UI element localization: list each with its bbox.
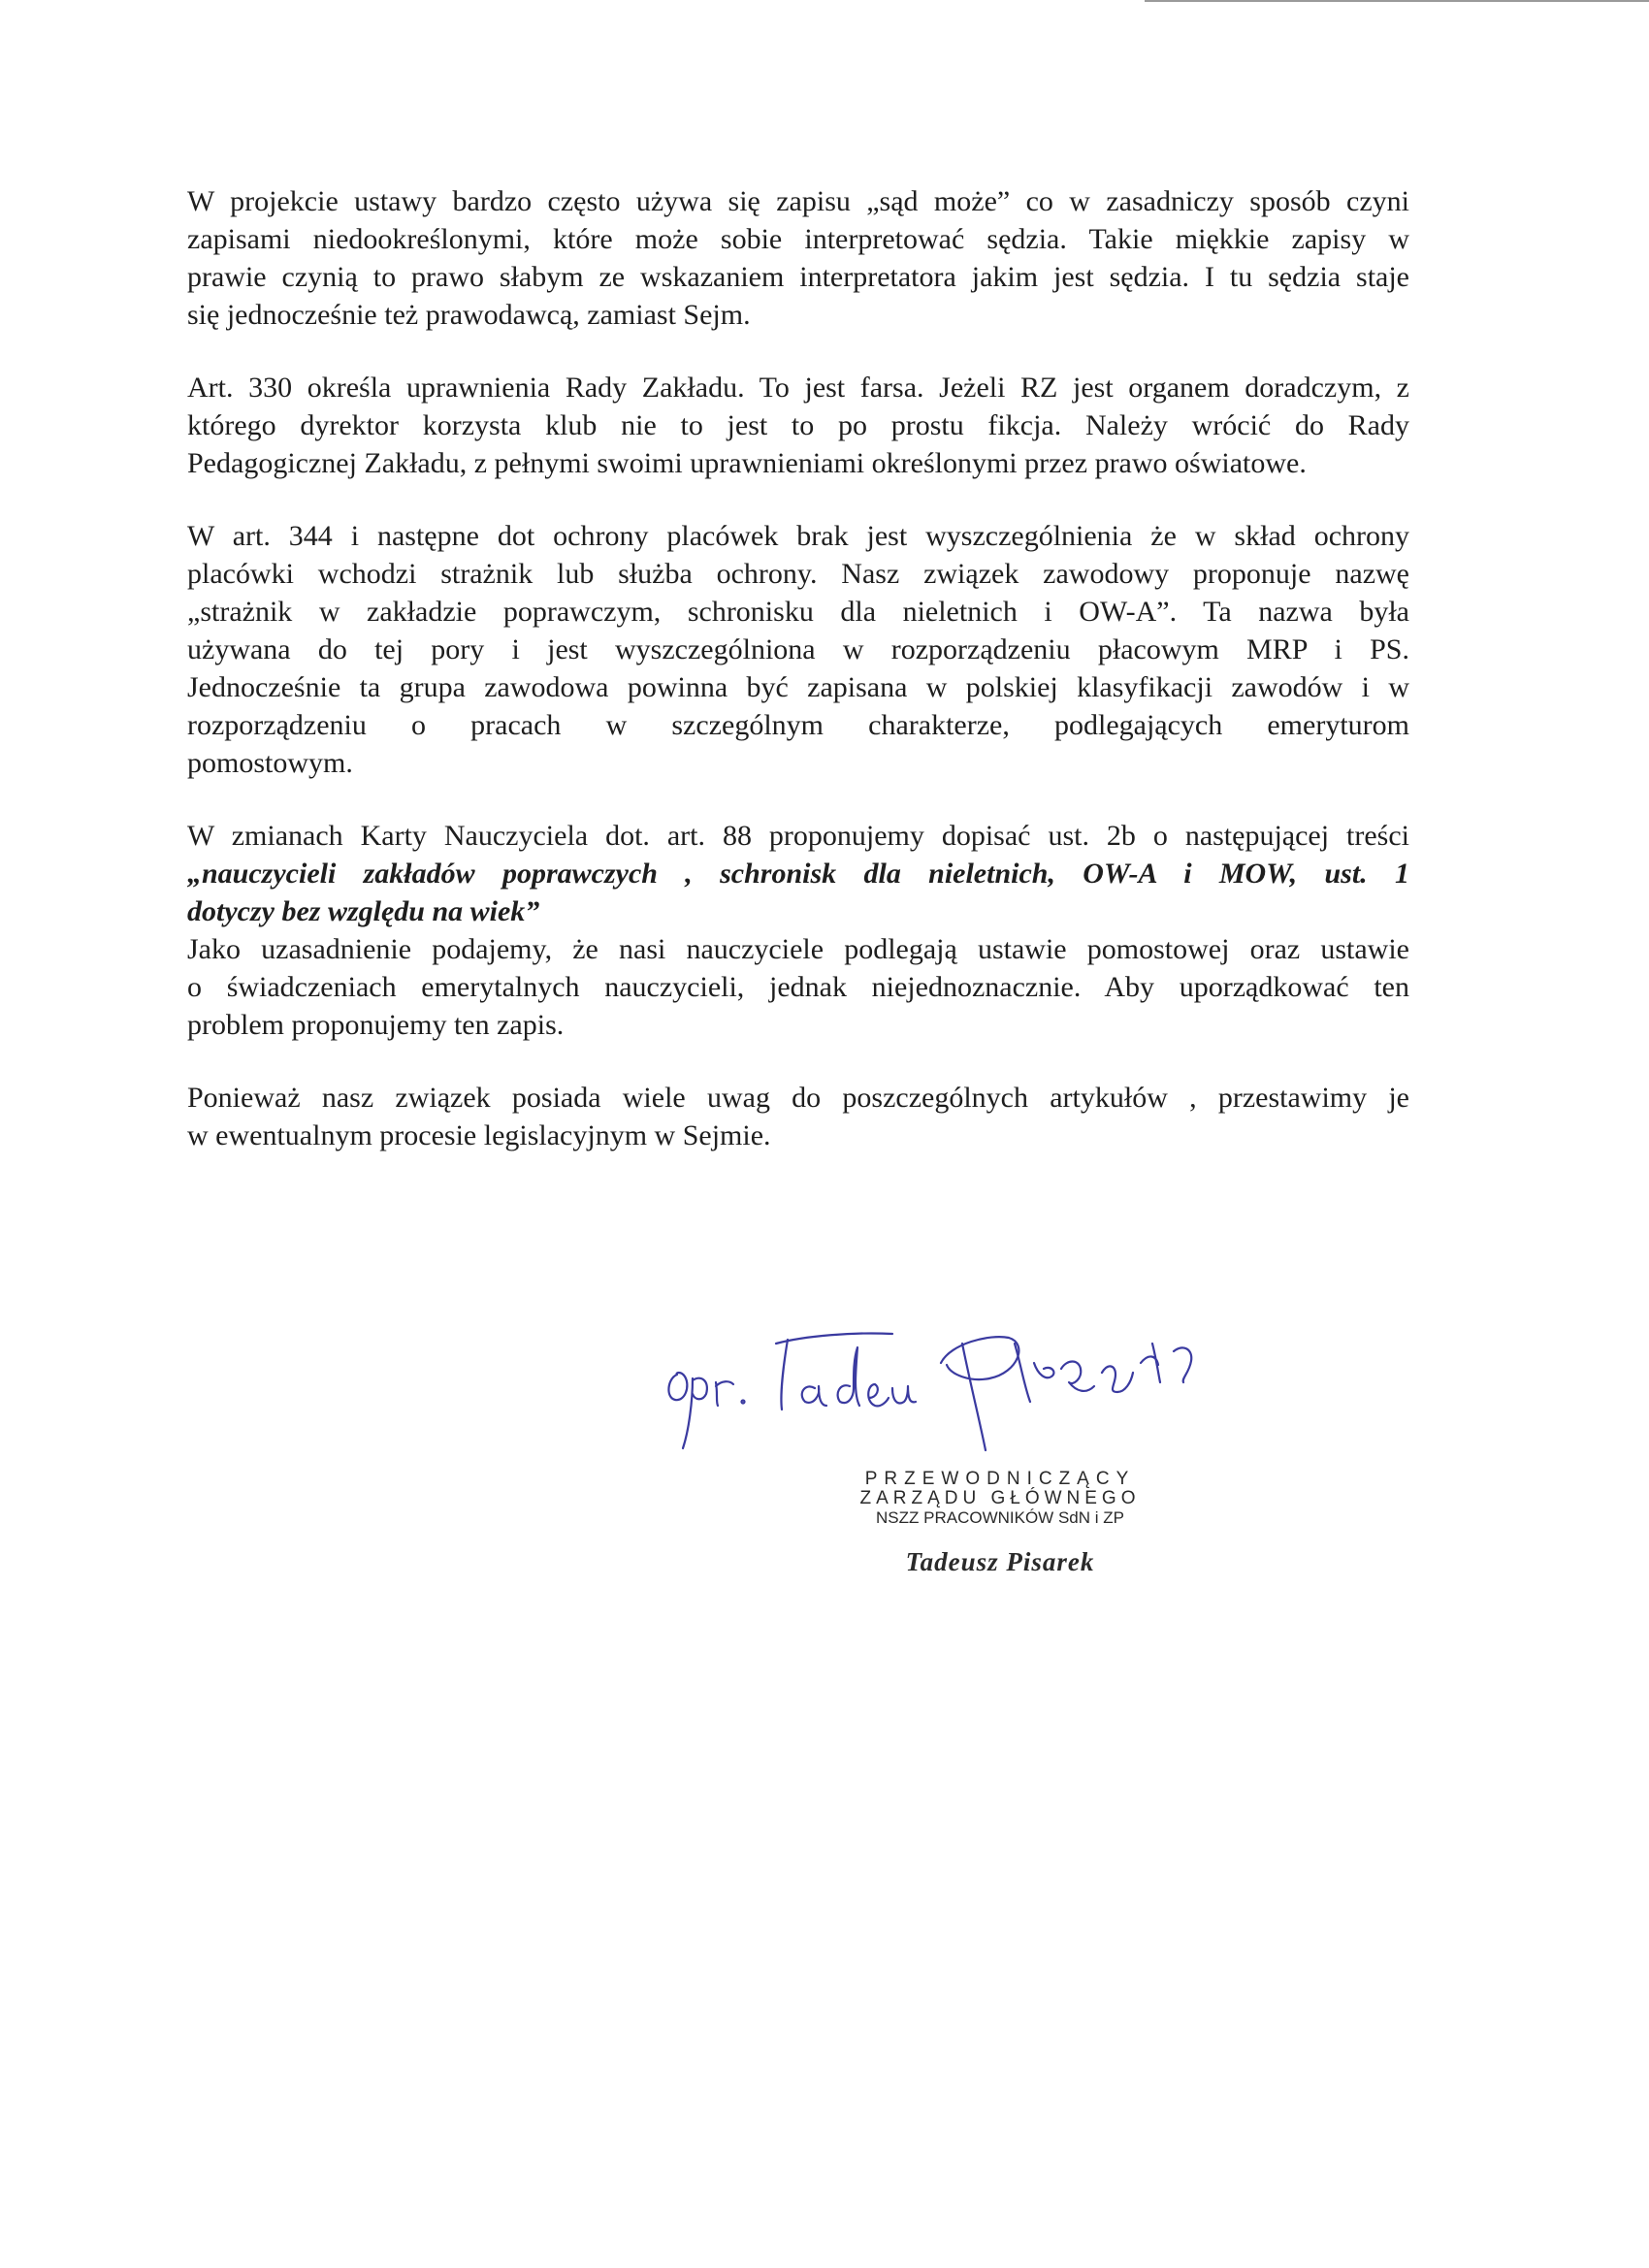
text-line: pomostowym. (187, 747, 353, 779)
paragraph-art-344 (187, 517, 1409, 782)
text-line: rozporządzeniu o pracach w szczególnym charakterze, podlegających emeryturom (187, 709, 1409, 741)
stamp-signatory-name: Tadeusz Pisarek (905, 1547, 1095, 1576)
quoted-proposal-line: „nauczycieli zakładów poprawczych , schronisk dla nieletnich, OW-A i MOW, ust. 1 (187, 858, 1409, 890)
text-line: W art. 344 i następne dot ochrony placówek brak jest wyszczególnienia że w skład ochrony (187, 520, 1409, 552)
text-line: Jako uzasadnienie podajemy, że nasi nauczyciele podlegają ustawie pomostowej oraz ustawie (187, 933, 1409, 965)
text-line: „strażnik w zakładzie poprawczym, schronisku dla nieletnich i OW-A”. Ta nazwa była (187, 596, 1409, 628)
text-line: Jednocześnie ta grupa zawodowa powinna być zapisana w polskiej klasyfikacji zawodów i w (187, 671, 1409, 703)
paragraph-art-330 (187, 369, 1409, 482)
quoted-proposal-line: dotyczy bez względu na wiek” (187, 895, 540, 927)
text-line: prawie czynią to prawo słabym ze wskazaniem interpretatora jakim jest sędzia. I tu sędzia staje (187, 261, 1409, 293)
stamp-board: ZARZĄDU GŁÓWNEGO (859, 1488, 1141, 1508)
text-line: Ponieważ nasz związek posiada wiele uwag do poszczególnych artykułów , przestawimy je (187, 1082, 1409, 1114)
text-line: problem proponujemy ten zapis. (187, 1009, 565, 1041)
paragraph-closing (187, 1079, 1409, 1154)
text-line: W zmianach Karty Nauczyciela dot. art. 88 proponujemy dopisać ust. 2b o następującej treści (187, 820, 1409, 852)
letter-body (187, 182, 1409, 1189)
text-line: Pedagogicznej Zakładu, z pełnymi swoimi uprawnieniami określonymi przez prawo oświatowe. (187, 447, 1307, 479)
signature-scribble-icon (660, 1305, 1261, 1489)
text-line: zapisami niedookreślonymi, które może sobie interpretować sędzia. Takie miękkie zapisy w (187, 223, 1409, 255)
paragraph-court-discretion (187, 182, 1409, 334)
text-line: o świadczeniach emerytalnych nauczycieli, jednak niejednoznacznie. Aby uporządkować ten (187, 971, 1409, 1003)
scan-edge-line (1145, 0, 1649, 2)
text-line: Art. 330 określa uprawnienia Rady Zakładu. To jest farsa. Jeżeli RZ jest organem doradczym, z (187, 372, 1409, 404)
text-line: się jednocześnie też prawodawcą, zamiast Sejm. (187, 299, 751, 331)
text-line: którego dyrektor korzysta klub nie to jest to po prostu fikcja. Należy wrócić do Rady (187, 409, 1409, 441)
paragraph-karta-nauczyciela (187, 817, 1409, 1044)
official-stamp (840, 1470, 1160, 1577)
text-line: używana do tej pory i jest wyszczególniona w rozporządzeniu płacowym MRP i PS. (187, 633, 1409, 665)
stamp-union: NSZZ PRACOWNIKÓW SdN i ZP (876, 1508, 1124, 1527)
text-line: w ewentualnym procesie legislacyjnym w Sejmie. (187, 1119, 771, 1151)
stamp-title: PRZEWODNICZĄCY (864, 1469, 1136, 1489)
text-line: W projekcie ustawy bardzo często używa się zapisu „sąd może” co w zasadniczy sposób czyni (187, 185, 1409, 217)
text-line: placówki wchodzi strażnik lub służba ochrony. Nasz związek zawodowy proponuje nazwę (187, 558, 1409, 590)
